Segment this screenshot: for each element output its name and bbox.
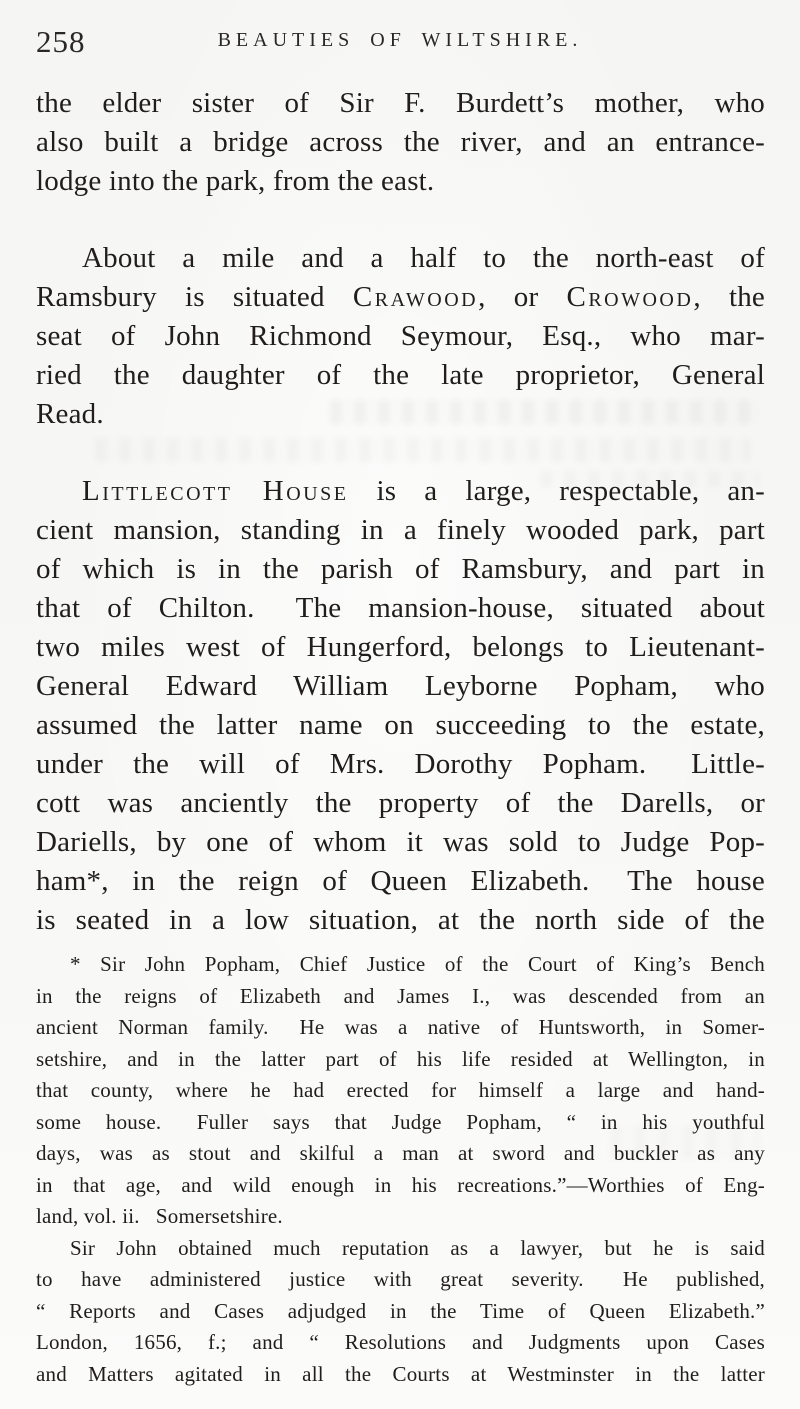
text-line: “ Reports and Cases adjudged in the Time of Queen Elizabeth.” <box>36 1298 765 1323</box>
text-line: the elder sister of Sir F. Burdett’s mother, who <box>36 87 765 119</box>
text-line: London, 1656, f.; and “ Resolutions and Judgments upon Cases <box>36 1330 765 1354</box>
text-line: Dariells, by one of whom it was sold to Judge Pop- <box>36 826 765 858</box>
body-paragraph <box>36 239 765 434</box>
footnote-text <box>36 949 765 1390</box>
body-text <box>36 84 765 940</box>
text-line: in the reigns of Elizabeth and James I., was descended from an <box>36 983 765 1008</box>
text-line: seat of John Richmond Seymour, Esq., who mar- <box>36 320 765 352</box>
text-line: that of Chilton. The mansion-house, situated about <box>36 592 765 624</box>
text-line: lodge into the park, from the east. <box>36 165 435 197</box>
text-line: two miles west of Hungerford, belongs to Lieutenant- <box>36 631 765 663</box>
text-line: About a mile and a half to the north-east of <box>82 242 765 274</box>
text-line: in that age, and wild enough in his recreations.”—Worthies of Eng- <box>36 1172 765 1197</box>
text-line: ham*, in the reign of Queen Elizabeth. The house <box>36 865 765 897</box>
body-paragraph <box>36 84 765 201</box>
small-caps-name: Crowood <box>566 281 694 313</box>
text-line: setshire, and in the latter part of his life resided at Wellington, in <box>36 1046 765 1071</box>
footnote-paragraph <box>36 1233 765 1391</box>
text-line: and Matters agitated in all the Courts at Westminster in the latter <box>36 1361 765 1386</box>
text-line: is seated in a low situation, at the north side of the <box>36 904 765 936</box>
small-caps-name: Littlecott House <box>82 475 349 507</box>
text-line: Sir John obtained much reputation as a lawyer, but he is said <box>70 1235 765 1260</box>
text-line: cient mansion, standing in a finely wooded park, part <box>36 514 765 546</box>
text-line: days, was as stout and skilful a man at sword and buckler as any <box>36 1141 765 1165</box>
text-line: Read. <box>36 398 104 430</box>
text-line: some house. Fuller says that Judge Popham, “ in his youthful <box>36 1109 765 1134</box>
text-line: under the will of Mrs. Dorothy Popham. Little- <box>36 748 765 780</box>
text-line: Littlecott House is a large, respectable, an- <box>82 475 765 507</box>
running-title: BEAUTIES OF WILTSHIRE. <box>217 29 583 51</box>
text-line: to have administered justice with great severity. He published, <box>36 1267 765 1291</box>
text-line: assumed the latter name on succeeding to the estate, <box>36 709 765 741</box>
text-column <box>36 84 765 1390</box>
text-line: that county, where he had erected for himself a large and hand- <box>36 1078 765 1102</box>
text-line: of which is in the parish of Ramsbury, and part in <box>36 553 765 585</box>
body-paragraph <box>36 472 765 940</box>
text-line: cott was anciently the property of the Darells, or <box>36 787 765 819</box>
page-header <box>36 24 764 58</box>
text-line: also built a bridge across the river, and an entrance- <box>36 126 765 158</box>
text-line: land, vol. ii. Somersetshire. <box>36 1204 283 1228</box>
text-line: ancient Norman family. He was a native of Huntsworth, in Somer- <box>36 1015 765 1039</box>
text-line: ried the daughter of the late proprietor, General <box>36 359 765 391</box>
small-caps-name: Crawood <box>352 281 479 313</box>
text-line: Ramsbury is situated Crawood, or Crowood, the <box>36 281 765 313</box>
text-line: * Sir John Popham, Chief Justice of the Court of King’s Bench <box>70 952 765 976</box>
page-number: 258 <box>36 24 86 59</box>
footnote-paragraph <box>36 949 765 1233</box>
text-line: General Edward William Leyborne Popham, who <box>36 670 765 702</box>
